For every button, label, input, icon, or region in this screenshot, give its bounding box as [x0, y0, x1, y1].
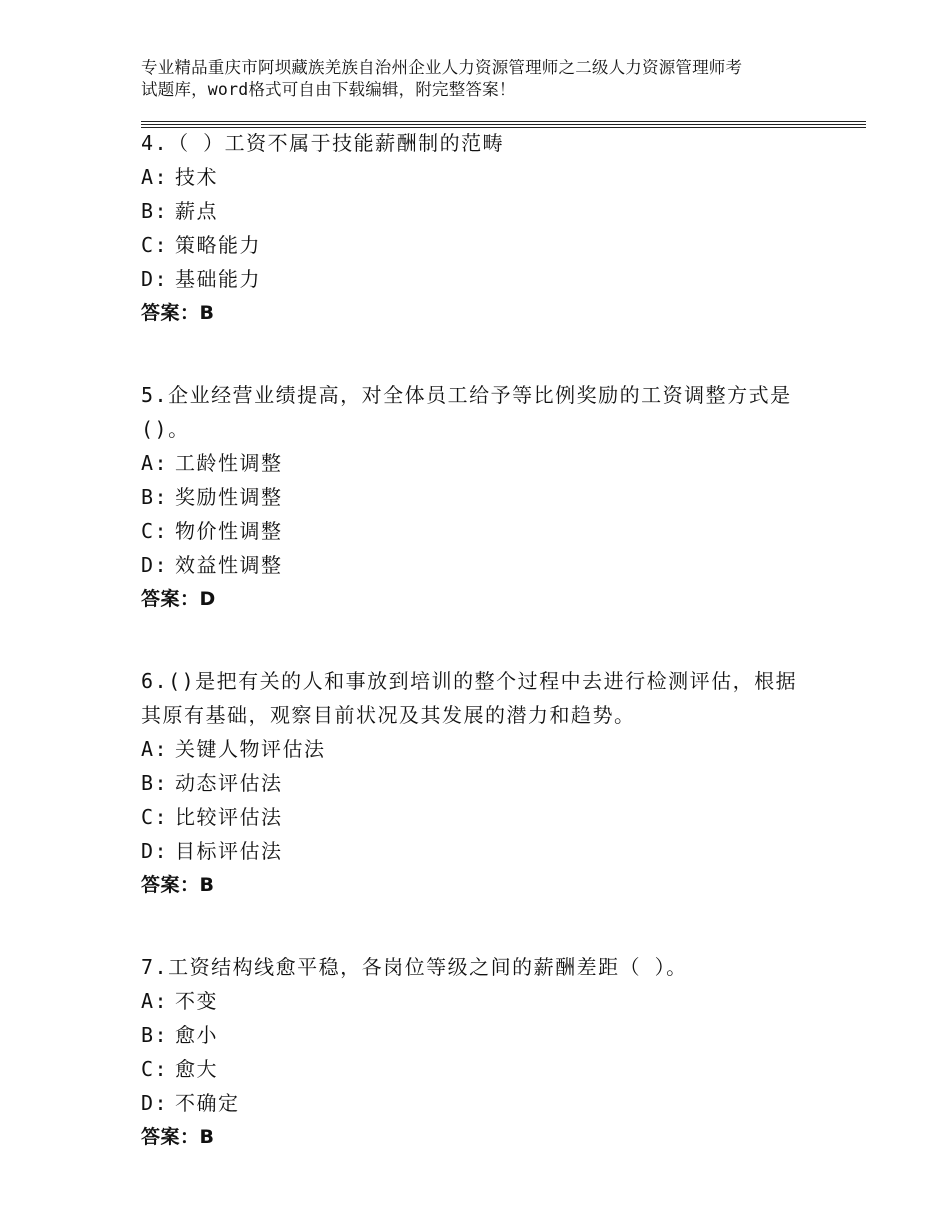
option-c	[141, 1052, 831, 1086]
question-5	[141, 378, 831, 616]
option-text: 基础能力	[175, 267, 261, 291]
question-list	[141, 126, 831, 1202]
option-key: D:	[141, 553, 169, 577]
option-key: D:	[141, 267, 169, 291]
option-d	[141, 834, 831, 868]
option-c	[141, 228, 831, 262]
option-key: A:	[141, 989, 169, 1013]
option-b	[141, 766, 831, 800]
option-key: C:	[141, 1057, 169, 1081]
header-line-2: 试题库，word格式可自由下载编辑，附完整答案！	[141, 80, 516, 99]
option-text: 奖励性调整	[175, 485, 283, 509]
option-key: B:	[141, 485, 169, 509]
option-text: 技术	[175, 165, 218, 189]
option-b	[141, 1018, 831, 1052]
answer-label: 答案：D	[141, 588, 216, 610]
option-a	[141, 160, 831, 194]
question-stem-continuation: ()。	[141, 417, 190, 441]
option-key: C:	[141, 805, 169, 829]
option-b	[141, 194, 831, 228]
question-4	[141, 126, 831, 330]
option-text: 关键人物评估法	[175, 737, 326, 761]
option-key: C:	[141, 233, 169, 257]
question-stem: 5.企业经营业绩提高，对全体员工给予等比例奖励的工资调整方式是	[141, 383, 792, 407]
question-stem-continuation: 其原有基础，观察目前状况及其发展的潜力和趋势。	[141, 703, 636, 727]
option-key: B:	[141, 1023, 169, 1047]
option-key: A:	[141, 165, 169, 189]
answer-label: 答案：B	[141, 874, 215, 896]
answer-label: 答案：B	[141, 302, 215, 324]
option-d	[141, 1086, 831, 1120]
option-text: 工龄性调整	[175, 451, 283, 475]
option-text: 动态评估法	[175, 771, 283, 795]
option-key: C:	[141, 519, 169, 543]
option-c	[141, 800, 831, 834]
option-text: 效益性调整	[175, 553, 283, 577]
option-text: 愈小	[175, 1023, 218, 1047]
option-key: A:	[141, 737, 169, 761]
option-c	[141, 514, 831, 548]
option-text: 比较评估法	[175, 805, 283, 829]
question-stem: 4.（ ）工资不属于技能薪酬制的范畴	[141, 131, 505, 155]
header-rule-top	[141, 121, 866, 122]
header-line-1: 专业精品重庆市阿坝藏族羌族自治州企业人力资源管理师之二级人力资源管理师考	[141, 58, 743, 77]
question-6	[141, 664, 831, 902]
option-text: 物价性调整	[175, 519, 283, 543]
option-text: 愈大	[175, 1057, 218, 1081]
question-stem: 6.()是把有关的人和事放到培训的整个过程中去进行检测评估，根据	[141, 669, 798, 693]
option-a	[141, 446, 831, 480]
answer-label: 答案：B	[141, 1126, 215, 1148]
option-text: 目标评估法	[175, 839, 283, 863]
question-7	[141, 950, 831, 1154]
document-header	[141, 57, 841, 101]
option-text: 薪点	[175, 199, 218, 223]
option-text: 不确定	[175, 1091, 240, 1115]
option-text: 不变	[175, 989, 218, 1013]
option-key: D:	[141, 1091, 169, 1115]
option-d	[141, 548, 831, 582]
option-key: B:	[141, 771, 169, 795]
option-a	[141, 732, 831, 766]
option-key: B:	[141, 199, 169, 223]
option-key: D:	[141, 839, 169, 863]
option-b	[141, 480, 831, 514]
option-d	[141, 262, 831, 296]
question-stem: 7.工资结构线愈平稳，各岗位等级之间的薪酬差距（ ）。	[141, 955, 688, 979]
option-text: 策略能力	[175, 233, 261, 257]
option-key: A:	[141, 451, 169, 475]
option-a	[141, 984, 831, 1018]
header-rule-middle	[141, 124, 866, 125]
